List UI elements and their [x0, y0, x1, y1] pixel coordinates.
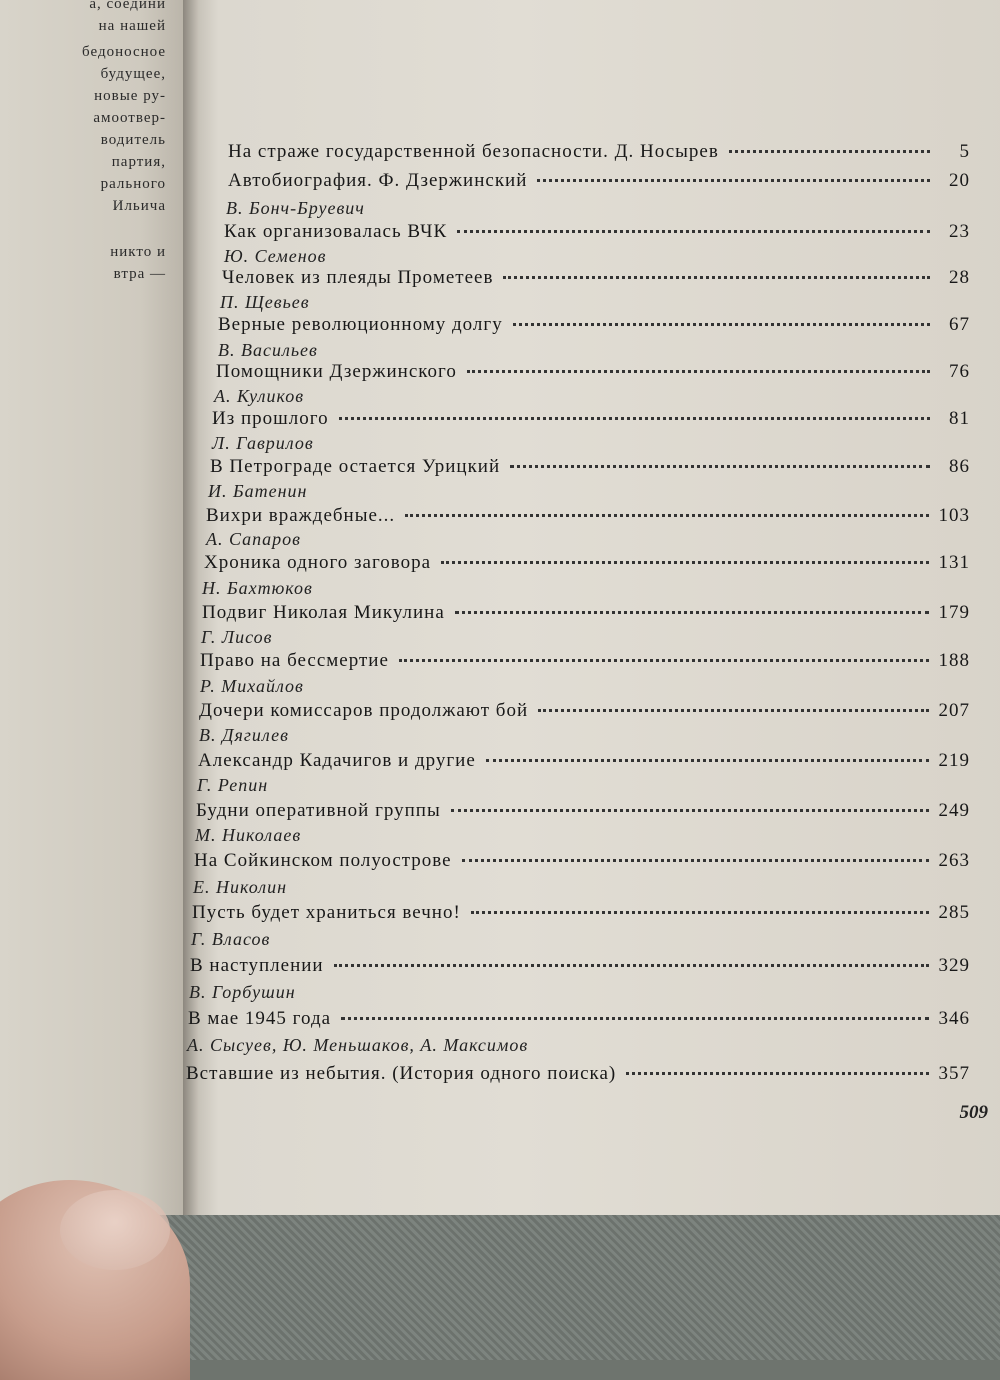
entry-title: В наступлении	[190, 955, 324, 976]
dot-leader	[457, 230, 930, 233]
left-page-line: втра —	[113, 266, 166, 282]
entry-title: Подвиг Николая Микулина	[202, 602, 445, 623]
entry-title: Вставшие из небытия. (История одного поиска)	[186, 1063, 617, 1084]
dot-leader	[471, 911, 929, 914]
entry-author: Р. Михайлов	[200, 676, 304, 696]
dot-leader	[334, 964, 929, 967]
toc-entry	[218, 314, 970, 336]
entry-title: Как организовалась ВЧК	[224, 221, 448, 242]
entry-author: А. Куликов	[214, 386, 305, 406]
entry-author: И. Батенин	[208, 481, 308, 501]
entry-author: В. Горбушин	[189, 982, 296, 1002]
dot-leader	[405, 514, 928, 517]
entry-title: Помощники Дзержинского	[216, 361, 457, 382]
entry-title: Право на бессмертие	[200, 650, 389, 671]
entry-page: 285	[938, 902, 970, 923]
entry-author: Ю. Семенов	[224, 246, 327, 266]
entry-title: Александр Кадачигов и другие	[198, 750, 476, 771]
entry-title: Верные революционному долгу	[218, 314, 503, 335]
entry-author: М. Николаев	[195, 825, 302, 845]
dot-leader	[451, 809, 929, 812]
entry-page: 188	[938, 650, 970, 671]
toc-entry	[222, 267, 970, 289]
toc-entry	[202, 602, 970, 624]
entry-author: Г. Власов	[191, 929, 271, 949]
entry-author: А. Сапаров	[206, 529, 301, 549]
entry-page: 219	[938, 750, 970, 771]
toc-entry	[190, 955, 970, 977]
dot-leader	[462, 859, 929, 862]
dot-leader	[467, 370, 930, 373]
entry-page: 249	[938, 800, 970, 821]
left-page-line: будущее,	[100, 66, 166, 82]
entry-page: 346	[938, 1008, 970, 1029]
entry-page: 131	[938, 552, 970, 573]
left-page-line: Ильича	[112, 198, 166, 214]
entry-author: Г. Репин	[197, 775, 269, 795]
entry-title: Автобиография. Ф. Дзержинский	[228, 170, 528, 191]
entry-author: В. Васильев	[218, 340, 318, 360]
toc-entry	[204, 552, 970, 574]
entry-page: 179	[938, 602, 970, 623]
toc-entry	[200, 650, 970, 672]
entry-page: 103	[938, 505, 970, 526]
toc-entry	[216, 361, 970, 383]
toc-entry	[210, 456, 970, 478]
entry-title: Вихри враждебные...	[206, 505, 396, 526]
left-page-line: а, соедини	[89, 0, 166, 12]
entry-title: Будни оперативной группы	[196, 800, 441, 821]
toc-entry	[224, 221, 970, 243]
left-page-line: водитель	[100, 132, 166, 148]
dot-leader	[486, 759, 929, 762]
entry-page: 76	[949, 361, 970, 382]
page-number: 509	[959, 1102, 988, 1123]
entry-title: В мае 1945 года	[188, 1008, 332, 1029]
dot-leader	[510, 465, 930, 468]
toc-entry	[199, 700, 970, 722]
dot-leader	[341, 1017, 928, 1020]
entry-page: 263	[938, 850, 970, 871]
entry-title: Хроника одного заговора	[204, 552, 432, 573]
entry-page: 23	[949, 221, 970, 242]
toc-entry	[186, 1063, 970, 1085]
toc-entry	[206, 505, 970, 527]
entry-title: Пусть будет храниться вечно!	[192, 902, 461, 923]
toc-entry	[194, 850, 970, 872]
toc-entry	[228, 170, 970, 192]
entry-author: В. Бонч-Бруевич	[226, 198, 365, 218]
entry-page: 357	[938, 1063, 970, 1084]
entry-author: Н. Бахтюков	[202, 578, 313, 598]
toc-entry	[212, 408, 970, 430]
entry-title: Человек из плеяды Прометеев	[222, 267, 494, 288]
entry-title: На Сойкинском полуострове	[194, 850, 452, 871]
left-page-line: партия,	[111, 154, 166, 170]
toc-entry	[192, 902, 970, 924]
entry-page: 5	[959, 141, 970, 162]
dot-leader	[626, 1072, 928, 1075]
left-page-line: никто и	[110, 244, 166, 260]
dot-leader	[503, 276, 930, 279]
fingernail	[60, 1190, 170, 1270]
toc-entry	[198, 750, 970, 772]
dot-leader	[399, 659, 929, 662]
entry-page: 86	[949, 456, 970, 477]
entry-author: В. Дягилев	[199, 725, 289, 745]
entry-author: Л. Гаврилов	[212, 433, 314, 453]
toc-entry	[228, 141, 970, 163]
entry-title: Дочери комиссаров продолжают бой	[199, 700, 529, 721]
toc-entry	[196, 800, 970, 822]
dot-leader	[455, 611, 929, 614]
left-page-line: новые ру-	[94, 88, 166, 104]
entry-author: Е. Николин	[193, 877, 288, 897]
entry-title: В Петрограде остается Урицкий	[210, 456, 501, 477]
toc-entry	[188, 1008, 970, 1030]
entry-title: Из прошлого	[212, 408, 329, 429]
left-page-line: на нашей	[98, 18, 166, 34]
entry-page: 28	[949, 267, 970, 288]
left-page-line: амоотвер-	[93, 110, 166, 126]
dot-leader	[339, 417, 930, 420]
dot-leader	[441, 561, 928, 564]
entry-author: Г. Лисов	[201, 627, 273, 647]
entry-page: 20	[949, 170, 970, 191]
dot-leader	[538, 709, 928, 712]
entry-page: 81	[949, 408, 970, 429]
entry-page: 207	[938, 700, 970, 721]
entry-page: 329	[938, 955, 970, 976]
entry-page: 67	[949, 314, 970, 335]
left-page-line: рального	[100, 176, 166, 192]
left-page-line: бедоносное	[82, 44, 166, 60]
entry-author: П. Щевьев	[220, 292, 310, 312]
entry-author: А. Сысуев, Ю. Меньшаков, А. Максимов	[187, 1035, 529, 1055]
dot-leader	[537, 179, 930, 182]
dot-leader	[513, 323, 930, 326]
dot-leader	[729, 150, 930, 153]
entry-title: На страже государственной безопасности. Д. Носырев	[228, 141, 719, 162]
